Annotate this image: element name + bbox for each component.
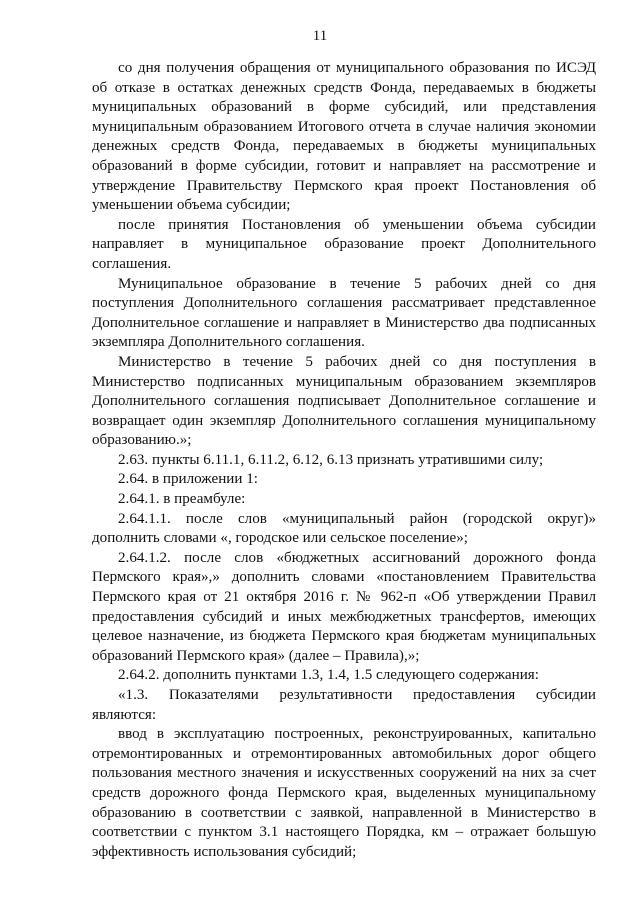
paragraph: после принятия Постановления об уменьшении объема субсидии направляет в муниципальное образование проект Дополнительного соглашения. — [92, 216, 596, 272]
paragraph: 2.64.1.2. после слов «бюджетных ассигнований дорожного фонда Пермского края»,» дополнить словами «постановлением Правительства Пермского края от 21 октября 2016 г. № 962-п «Об утверждении Правил предоставления субсидий и иных межбюджетных трансфертов, имеющих целевое назначение, из бюджета Пермского края бюджетам муниципальных образований Пермского края» (далее – Правила),»; — [92, 549, 596, 664]
document-body — [92, 59, 596, 862]
paragraph: «1.3. Показателями результативности предоставления субсидии являются: — [92, 687, 596, 723]
page-number: 11 — [312, 28, 328, 44]
paragraph: 2.64.1. в преамбуле: — [118, 491, 246, 508]
paragraph: 2.64.1.1. после слов «муниципальный район (городской округ)» дополнить словами «, городское или сельское поселение»; — [92, 510, 596, 547]
paragraph: 2.63. пункты 6.11.1, 6.11.2, 6.12, 6.13 признать утратившими силу; — [118, 451, 544, 468]
paragraph: Муниципальное образование в течение 5 рабочих дней со дня поступления Дополнительного соглашения рассматривает представленное Дополнительное соглашение и направляет в Министерство два подписанных экземпляра Дополнительного соглашения. — [92, 275, 596, 351]
paragraph: со дня получения обращения от муниципального образования по ИСЭД об отказе в остатках денежных средств Фонда, передаваемых в бюджеты муниципальных образований в форме субсидий, или представления муниципальным образованием Итогового отчета в случае наличия экономии денежных средств Фонда, передаваемых в бюджеты муниципальных образований в форме субсидии, готовит и направляет на рассмотрение и утверждение Правительству Пермского края проект Постановления об уменьшении объема субсидии; — [92, 60, 596, 214]
paragraph: 2.64. в приложении 1: — [118, 471, 258, 488]
paragraph: Министерство в течение 5 рабочих дней со дня поступления в Министерство подписанных муниципальным образованием экземпляров Дополнительного соглашения подписывает Дополнительное соглашение и возвращает один экземпляр Дополнительного соглашения муниципальному образованию.»; — [92, 353, 596, 449]
paragraph: ввод в эксплуатацию построенных, реконструированных, капитально отремонтированных и отремонтированных автомобильных дорог общего пользования местного значения и искусственных сооружений на них за счет средств дорожного фонда Пермского края, выделенных муниципальному образованию в соответствии с заявкой, направленной в Министерство в соответствии с пунктом 3.1 настоящего Порядка, км – отражает большую эффективность использования субсидий; — [92, 726, 596, 860]
paragraph: 2.64.2. дополнить пунктами 1.3, 1.4, 1.5 следующего содержания: — [118, 667, 539, 684]
